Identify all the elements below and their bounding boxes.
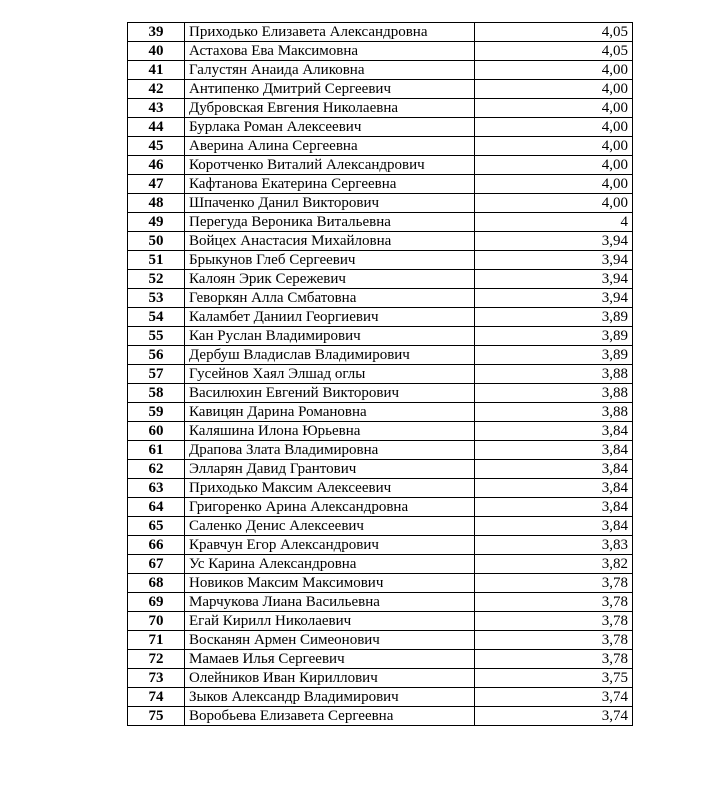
score-cell: 4,00 bbox=[475, 156, 633, 175]
score-cell: 3,94 bbox=[475, 270, 633, 289]
table-row bbox=[128, 422, 633, 441]
student-name-cell: Коротченко Виталий Александрович bbox=[185, 156, 475, 175]
score-cell: 3,84 bbox=[475, 517, 633, 536]
student-name-cell: Перегуда Вероника Витальевна bbox=[185, 213, 475, 232]
student-name-cell: Воробьева Елизавета Сергеевна bbox=[185, 707, 475, 726]
row-number-cell: 51 bbox=[128, 251, 185, 270]
student-name-cell: Олейников Иван Кириллович bbox=[185, 669, 475, 688]
student-name-cell: Брыкунов Глеб Сергеевич bbox=[185, 251, 475, 270]
score-cell: 3,84 bbox=[475, 460, 633, 479]
score-cell: 3,84 bbox=[475, 479, 633, 498]
row-number-cell: 60 bbox=[128, 422, 185, 441]
student-name-cell: Войцех Анастасия Михайловна bbox=[185, 232, 475, 251]
student-name-cell: Антипенко Дмитрий Сергеевич bbox=[185, 80, 475, 99]
student-name-cell: Калоян Эрик Сережевич bbox=[185, 270, 475, 289]
row-number-cell: 46 bbox=[128, 156, 185, 175]
score-cell: 4,05 bbox=[475, 23, 633, 42]
score-cell: 4,00 bbox=[475, 194, 633, 213]
table-row bbox=[128, 99, 633, 118]
table-row bbox=[128, 479, 633, 498]
score-cell: 4,05 bbox=[475, 42, 633, 61]
table-row bbox=[128, 251, 633, 270]
table-row bbox=[128, 593, 633, 612]
student-name-cell: Егай Кирилл Николаевич bbox=[185, 612, 475, 631]
row-number-cell: 53 bbox=[128, 289, 185, 308]
row-number-cell: 59 bbox=[128, 403, 185, 422]
score-cell: 3,89 bbox=[475, 308, 633, 327]
table-row bbox=[128, 555, 633, 574]
score-cell: 4,00 bbox=[475, 175, 633, 194]
row-number-cell: 39 bbox=[128, 23, 185, 42]
row-number-cell: 52 bbox=[128, 270, 185, 289]
student-name-cell: Приходько Елизавета Александровна bbox=[185, 23, 475, 42]
row-number-cell: 55 bbox=[128, 327, 185, 346]
row-number-cell: 50 bbox=[128, 232, 185, 251]
score-cell: 3,74 bbox=[475, 707, 633, 726]
score-cell: 4,00 bbox=[475, 137, 633, 156]
table-row bbox=[128, 327, 633, 346]
score-cell: 3,74 bbox=[475, 688, 633, 707]
student-name-cell: Восканян Армен Симеонович bbox=[185, 631, 475, 650]
student-name-cell: Дербуш Владислав Владимирович bbox=[185, 346, 475, 365]
score-cell: 3,83 bbox=[475, 536, 633, 555]
row-number-cell: 41 bbox=[128, 61, 185, 80]
table-row bbox=[128, 23, 633, 42]
score-cell: 3,84 bbox=[475, 441, 633, 460]
table-row bbox=[128, 536, 633, 555]
score-cell: 3,78 bbox=[475, 631, 633, 650]
table-row bbox=[128, 156, 633, 175]
student-name-cell: Астахова Ева Максимовна bbox=[185, 42, 475, 61]
row-number-cell: 73 bbox=[128, 669, 185, 688]
row-number-cell: 75 bbox=[128, 707, 185, 726]
student-name-cell: Кравчун Егор Александрович bbox=[185, 536, 475, 555]
score-cell: 3,78 bbox=[475, 574, 633, 593]
table-row bbox=[128, 137, 633, 156]
score-cell: 4,00 bbox=[475, 80, 633, 99]
student-name-cell: Кафтанова Екатерина Сергеевна bbox=[185, 175, 475, 194]
student-name-cell: Гусейнов Хаял Элшад оглы bbox=[185, 365, 475, 384]
table-row bbox=[128, 650, 633, 669]
row-number-cell: 63 bbox=[128, 479, 185, 498]
student-name-cell: Марчукова Лиана Васильевна bbox=[185, 593, 475, 612]
row-number-cell: 71 bbox=[128, 631, 185, 650]
row-number-cell: 54 bbox=[128, 308, 185, 327]
student-name-cell: Саленко Денис Алексеевич bbox=[185, 517, 475, 536]
student-name-cell: Мамаев Илья Сергеевич bbox=[185, 650, 475, 669]
row-number-cell: 48 bbox=[128, 194, 185, 213]
score-cell: 4 bbox=[475, 213, 633, 232]
table-row bbox=[128, 213, 633, 232]
table-row bbox=[128, 194, 633, 213]
table-row bbox=[128, 631, 633, 650]
row-number-cell: 66 bbox=[128, 536, 185, 555]
table-row bbox=[128, 80, 633, 99]
table-row bbox=[128, 669, 633, 688]
row-number-cell: 68 bbox=[128, 574, 185, 593]
student-name-cell: Новиков Максим Максимович bbox=[185, 574, 475, 593]
table-row bbox=[128, 707, 633, 726]
score-cell: 3,89 bbox=[475, 327, 633, 346]
student-name-cell: Галустян Анаида Аликовна bbox=[185, 61, 475, 80]
student-name-cell: Элларян Давид Грантович bbox=[185, 460, 475, 479]
score-cell: 3,94 bbox=[475, 251, 633, 270]
student-name-cell: Каламбет Даниил Георгиевич bbox=[185, 308, 475, 327]
score-cell: 3,78 bbox=[475, 650, 633, 669]
student-name-cell: Каляшина Илона Юрьевна bbox=[185, 422, 475, 441]
table-row bbox=[128, 498, 633, 517]
table-row bbox=[128, 289, 633, 308]
student-name-cell: Василюхин Евгений Викторович bbox=[185, 384, 475, 403]
row-number-cell: 47 bbox=[128, 175, 185, 194]
row-number-cell: 49 bbox=[128, 213, 185, 232]
row-number-cell: 64 bbox=[128, 498, 185, 517]
row-number-cell: 56 bbox=[128, 346, 185, 365]
ranking-table bbox=[127, 22, 633, 726]
table-row bbox=[128, 517, 633, 536]
table-row bbox=[128, 365, 633, 384]
student-name-cell: Бурлака Роман Алексеевич bbox=[185, 118, 475, 137]
table-row bbox=[128, 232, 633, 251]
score-cell: 3,88 bbox=[475, 403, 633, 422]
row-number-cell: 61 bbox=[128, 441, 185, 460]
score-cell: 3,94 bbox=[475, 289, 633, 308]
row-number-cell: 58 bbox=[128, 384, 185, 403]
student-name-cell: Шпаченко Данил Викторович bbox=[185, 194, 475, 213]
row-number-cell: 43 bbox=[128, 99, 185, 118]
table-row bbox=[128, 612, 633, 631]
score-cell: 3,94 bbox=[475, 232, 633, 251]
student-name-cell: Кан Руслан Владимирович bbox=[185, 327, 475, 346]
student-name-cell: Кавицян Дарина Романовна bbox=[185, 403, 475, 422]
row-number-cell: 57 bbox=[128, 365, 185, 384]
table-row bbox=[128, 403, 633, 422]
table-row bbox=[128, 42, 633, 61]
table-row bbox=[128, 175, 633, 194]
table-row bbox=[128, 270, 633, 289]
student-name-cell: Геворкян Алла Смбатовна bbox=[185, 289, 475, 308]
table-row bbox=[128, 308, 633, 327]
row-number-cell: 74 bbox=[128, 688, 185, 707]
student-name-cell: Григоренко Арина Александровна bbox=[185, 498, 475, 517]
row-number-cell: 45 bbox=[128, 137, 185, 156]
student-name-cell: Драпова Злата Владимировна bbox=[185, 441, 475, 460]
score-cell: 4,00 bbox=[475, 99, 633, 118]
row-number-cell: 69 bbox=[128, 593, 185, 612]
student-name-cell: Дубровская Евгения Николаевна bbox=[185, 99, 475, 118]
row-number-cell: 65 bbox=[128, 517, 185, 536]
score-cell: 3,78 bbox=[475, 612, 633, 631]
score-cell: 3,84 bbox=[475, 422, 633, 441]
row-number-cell: 42 bbox=[128, 80, 185, 99]
score-cell: 4,00 bbox=[475, 61, 633, 80]
row-number-cell: 70 bbox=[128, 612, 185, 631]
student-name-cell: Ус Карина Александровна bbox=[185, 555, 475, 574]
table-row bbox=[128, 118, 633, 137]
table-row bbox=[128, 384, 633, 403]
table-row bbox=[128, 460, 633, 479]
row-number-cell: 72 bbox=[128, 650, 185, 669]
table-row bbox=[128, 688, 633, 707]
row-number-cell: 62 bbox=[128, 460, 185, 479]
ranking-table-body bbox=[128, 23, 633, 726]
table-row bbox=[128, 574, 633, 593]
row-number-cell: 40 bbox=[128, 42, 185, 61]
score-cell: 4,00 bbox=[475, 118, 633, 137]
score-cell: 3,78 bbox=[475, 593, 633, 612]
score-cell: 3,88 bbox=[475, 384, 633, 403]
score-cell: 3,82 bbox=[475, 555, 633, 574]
student-name-cell: Аверина Алина Сергеевна bbox=[185, 137, 475, 156]
student-name-cell: Приходько Максим Алексеевич bbox=[185, 479, 475, 498]
score-cell: 3,89 bbox=[475, 346, 633, 365]
row-number-cell: 67 bbox=[128, 555, 185, 574]
table-row bbox=[128, 346, 633, 365]
table-row bbox=[128, 61, 633, 80]
row-number-cell: 44 bbox=[128, 118, 185, 137]
score-cell: 3,84 bbox=[475, 498, 633, 517]
score-cell: 3,75 bbox=[475, 669, 633, 688]
score-cell: 3,88 bbox=[475, 365, 633, 384]
table-row bbox=[128, 441, 633, 460]
student-name-cell: Зыков Александр Владимирович bbox=[185, 688, 475, 707]
